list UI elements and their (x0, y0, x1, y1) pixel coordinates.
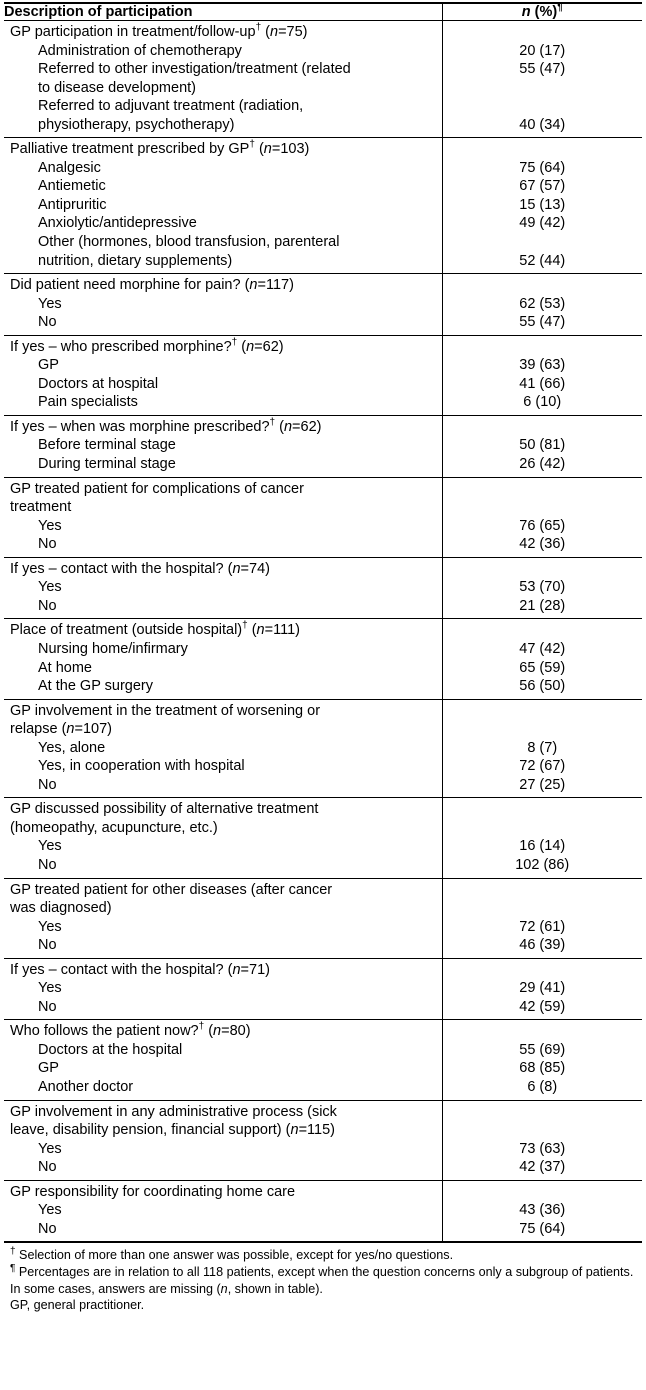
group-item-label-cont: to disease development) (38, 79, 196, 96)
group-description-cell (4, 699, 442, 798)
group-item-label: No (38, 1159, 57, 1176)
group-description-cell (4, 798, 442, 878)
group-description-cell (4, 335, 442, 415)
group-item-value: 73 (63) (519, 1140, 566, 1157)
table-group-row (4, 477, 642, 557)
group-description-cell (4, 557, 442, 619)
group-item-label: Referred to adjuvant treatment (radiation, (38, 98, 304, 115)
group-values-cell (442, 274, 642, 336)
footnotes-section (4, 1243, 642, 1319)
dagger-icon: † (10, 1246, 16, 1258)
group-item-value: 40 (34) (519, 116, 566, 133)
footnote-pilcrow-text: Percentages are in relation to all 118 patients, except when the question concerns only a subgroup of patients. In some cases, answers are missing (n, shown in table). (10, 1264, 634, 1296)
group-item-value: 72 (61) (519, 918, 566, 935)
group-item-value: 52 (44) (519, 252, 566, 269)
group-values-cell (442, 619, 642, 699)
group-item-value: 76 (65) (519, 517, 566, 534)
group-values-cell (442, 958, 642, 1020)
group-item-value: 16 (14) (519, 838, 566, 855)
group-item-value: 47 (42) (519, 640, 566, 657)
group-item-label-cont: nutrition, dietary supplements) (38, 252, 233, 269)
group-item-value: 72 (67) (519, 758, 566, 775)
dagger-icon: † (249, 139, 255, 151)
table-group-row (4, 619, 642, 699)
group-item-value: 46 (39) (519, 937, 566, 954)
group-item-label: During terminal stage (38, 456, 176, 473)
group-values-cell (442, 1100, 642, 1180)
group-item-label: Yes (38, 517, 62, 534)
table-group-row (4, 699, 642, 798)
group-title-line2: relapse (n=107) (10, 721, 112, 738)
table-group-row (4, 138, 642, 274)
group-item-value: 43 (36) (519, 1202, 566, 1219)
group-item-value: 50 (81) (519, 437, 566, 454)
group-item-label: Antipruritic (38, 196, 107, 213)
table-group-row (4, 415, 642, 477)
group-values-cell (442, 138, 642, 274)
group-title: If yes – contact with the hospital? (n=74) (10, 560, 270, 577)
group-item-label: Other (hormones, blood transfusion, parenteral (38, 234, 340, 251)
header-cell-description: Description of participation (4, 3, 442, 21)
group-description-cell (4, 477, 442, 557)
group-title-line2: (homeopathy, acupuncture, etc.) (10, 819, 218, 836)
group-item-value: 6 (8) (527, 1078, 558, 1095)
table-body (4, 3, 642, 1242)
group-values-cell (442, 1020, 642, 1100)
group-description-cell (4, 1100, 442, 1180)
group-title-line2: was diagnosed) (10, 900, 112, 917)
group-item-value: 55 (47) (519, 61, 566, 78)
group-values-cell (442, 335, 642, 415)
group-values-cell (442, 699, 642, 798)
dagger-icon: † (198, 1021, 205, 1033)
group-item-label: Yes (38, 579, 62, 596)
group-item-label: Yes (38, 1202, 62, 1219)
header-cell-n-percent (442, 3, 642, 21)
group-values-cell (442, 1180, 642, 1242)
group-values-cell (442, 557, 642, 619)
group-title: GP treated patient for complications of cancer (10, 480, 304, 497)
group-title: Place of treatment (outside hospital)† (n=111) (10, 620, 300, 639)
group-values-cell (442, 477, 642, 557)
group-item-label: Yes, alone (38, 739, 106, 756)
group-item-label: Analgesic (38, 159, 101, 176)
table-group-row (4, 1100, 642, 1180)
group-item-value: 21 (28) (519, 597, 566, 614)
group-item-value: 56 (50) (519, 678, 566, 695)
header-pilcrow-icon: ¶ (557, 2, 563, 14)
group-item-label: Before terminal stage (38, 437, 176, 454)
group-description-cell (4, 415, 442, 477)
group-description-cell (4, 1180, 442, 1242)
footnote-abbrev: GP, general practitioner. (10, 1298, 145, 1313)
group-item-label: No (38, 1220, 57, 1237)
group-item-value: 75 (64) (519, 159, 566, 176)
group-item-value: 62 (53) (519, 295, 566, 312)
table-group-row (4, 878, 642, 958)
table-group-row (4, 21, 642, 138)
group-item-value: 65 (59) (519, 659, 566, 676)
group-item-label: No (38, 314, 57, 331)
group-item-label: Yes (38, 838, 62, 855)
group-description-cell (4, 619, 442, 699)
group-title: GP involvement in any administrative process (sick (10, 1103, 337, 1120)
group-item-label: At home (38, 659, 92, 676)
group-item-label: No (38, 776, 57, 793)
group-item-value: 27 (25) (519, 776, 566, 793)
group-title: GP involvement in the treatment of worsening or (10, 702, 321, 719)
table-group-row (4, 274, 642, 336)
pilcrow-icon: ¶ (10, 1262, 16, 1274)
group-item-label: Yes (38, 980, 62, 997)
group-title: GP responsibility for coordinating home care (10, 1183, 296, 1200)
group-item-value: 102 (86) (515, 856, 570, 873)
group-item-label: Pain specialists (38, 394, 138, 411)
group-item-value: 42 (36) (519, 536, 566, 553)
dagger-icon: † (269, 417, 276, 429)
group-item-value: 15 (13) (519, 196, 566, 213)
group-title: If yes – who prescribed morphine?† (n=62) (10, 336, 284, 355)
group-item-value: 53 (70) (519, 579, 566, 596)
table-group-row (4, 1020, 642, 1100)
table-group-row (4, 1180, 642, 1242)
group-description-cell (4, 1020, 442, 1100)
group-item-value: 49 (42) (519, 215, 566, 232)
group-title: GP discussed possibility of alternative treatment (10, 801, 319, 818)
group-values-cell (442, 798, 642, 878)
group-values-cell (442, 21, 642, 138)
group-item-label: Administration of chemotherapy (38, 42, 242, 59)
header-n-symbol: n (521, 4, 531, 20)
group-description-cell (4, 958, 442, 1020)
footnote-dagger (10, 1247, 636, 1264)
dagger-icon: † (242, 620, 248, 632)
group-item-label: GP (38, 357, 59, 374)
group-item-value: 26 (42) (519, 456, 566, 473)
group-description-cell (4, 21, 442, 138)
table-group-row (4, 798, 642, 878)
group-item-label: Antiemetic (38, 178, 106, 195)
group-item-label: Yes (38, 918, 62, 935)
header-percent-text: (%) (530, 4, 558, 20)
group-title-line2: treatment (10, 499, 72, 516)
group-item-label-cont: physiotherapy, psychotherapy) (38, 116, 235, 133)
group-title: GP treated patient for other diseases (after cancer (10, 881, 333, 898)
dagger-icon: † (231, 336, 238, 348)
group-title: If yes – contact with the hospital? (n=71) (10, 961, 270, 978)
footnote-dagger-text: Selection of more than one answer was possible, except for yes/no questions. (15, 1248, 454, 1263)
group-item-value: 68 (85) (519, 1060, 566, 1077)
group-item-value: 41 (66) (519, 375, 566, 392)
group-item-label: At the GP surgery (38, 678, 153, 695)
table-group-row (4, 958, 642, 1020)
group-title: Who follows the patient now?† (n=80) (10, 1021, 251, 1040)
group-item-value: 29 (41) (519, 980, 566, 997)
group-item-label: No (38, 536, 57, 553)
group-item-label: No (38, 998, 57, 1015)
table-header-row (4, 3, 642, 21)
group-title: GP participation in treatment/follow-up† (n=75) (10, 22, 308, 40)
group-values-cell (442, 878, 642, 958)
group-item-label: No (38, 856, 57, 873)
group-item-value: 39 (63) (519, 357, 566, 374)
group-item-value: 8 (7) (527, 739, 558, 756)
group-item-value: 6 (10) (523, 394, 562, 411)
table-group-row (4, 557, 642, 619)
group-item-label: Yes (38, 295, 62, 312)
group-values-cell (442, 415, 642, 477)
table-group-row (4, 335, 642, 415)
group-title: Did patient need morphine for pain? (n=117) (10, 277, 294, 294)
group-item-label: Anxiolytic/antidepressive (38, 215, 197, 232)
group-item-label: Nursing home/infirmary (38, 640, 188, 657)
group-item-label: Yes (38, 1140, 62, 1157)
group-title: If yes – when was morphine prescribed?† (n=62) (10, 417, 322, 435)
group-title-line2: leave, disability pension, financial support) (n=115) (10, 1122, 335, 1139)
group-item-label: No (38, 597, 57, 614)
group-item-value: 67 (57) (519, 178, 566, 195)
group-item-label: Referred to other investigation/treatment (related (38, 61, 351, 78)
group-item-value: 55 (69) (519, 1041, 566, 1058)
group-item-value: 42 (59) (519, 998, 566, 1015)
group-item-value: 75 (64) (519, 1220, 566, 1237)
group-item-label: Yes, in cooperation with hospital (38, 758, 245, 775)
group-item-value: 42 (37) (519, 1159, 566, 1176)
dagger-icon: † (255, 22, 262, 34)
group-item-label: No (38, 937, 57, 954)
group-item-value: 20 (17) (519, 42, 566, 59)
group-title: Palliative treatment prescribed by GP† (n=103) (10, 139, 310, 158)
group-description-cell (4, 878, 442, 958)
participation-table (4, 2, 642, 1243)
group-item-label: GP (38, 1060, 59, 1077)
group-item-label: Another doctor (38, 1078, 134, 1095)
group-description-cell (4, 274, 442, 336)
group-item-label: Doctors at hospital (38, 375, 159, 392)
group-item-value: 55 (47) (519, 314, 566, 331)
group-item-label: Doctors at the hospital (38, 1041, 183, 1058)
group-description-cell (4, 138, 442, 274)
footnote-pilcrow (10, 1264, 636, 1297)
